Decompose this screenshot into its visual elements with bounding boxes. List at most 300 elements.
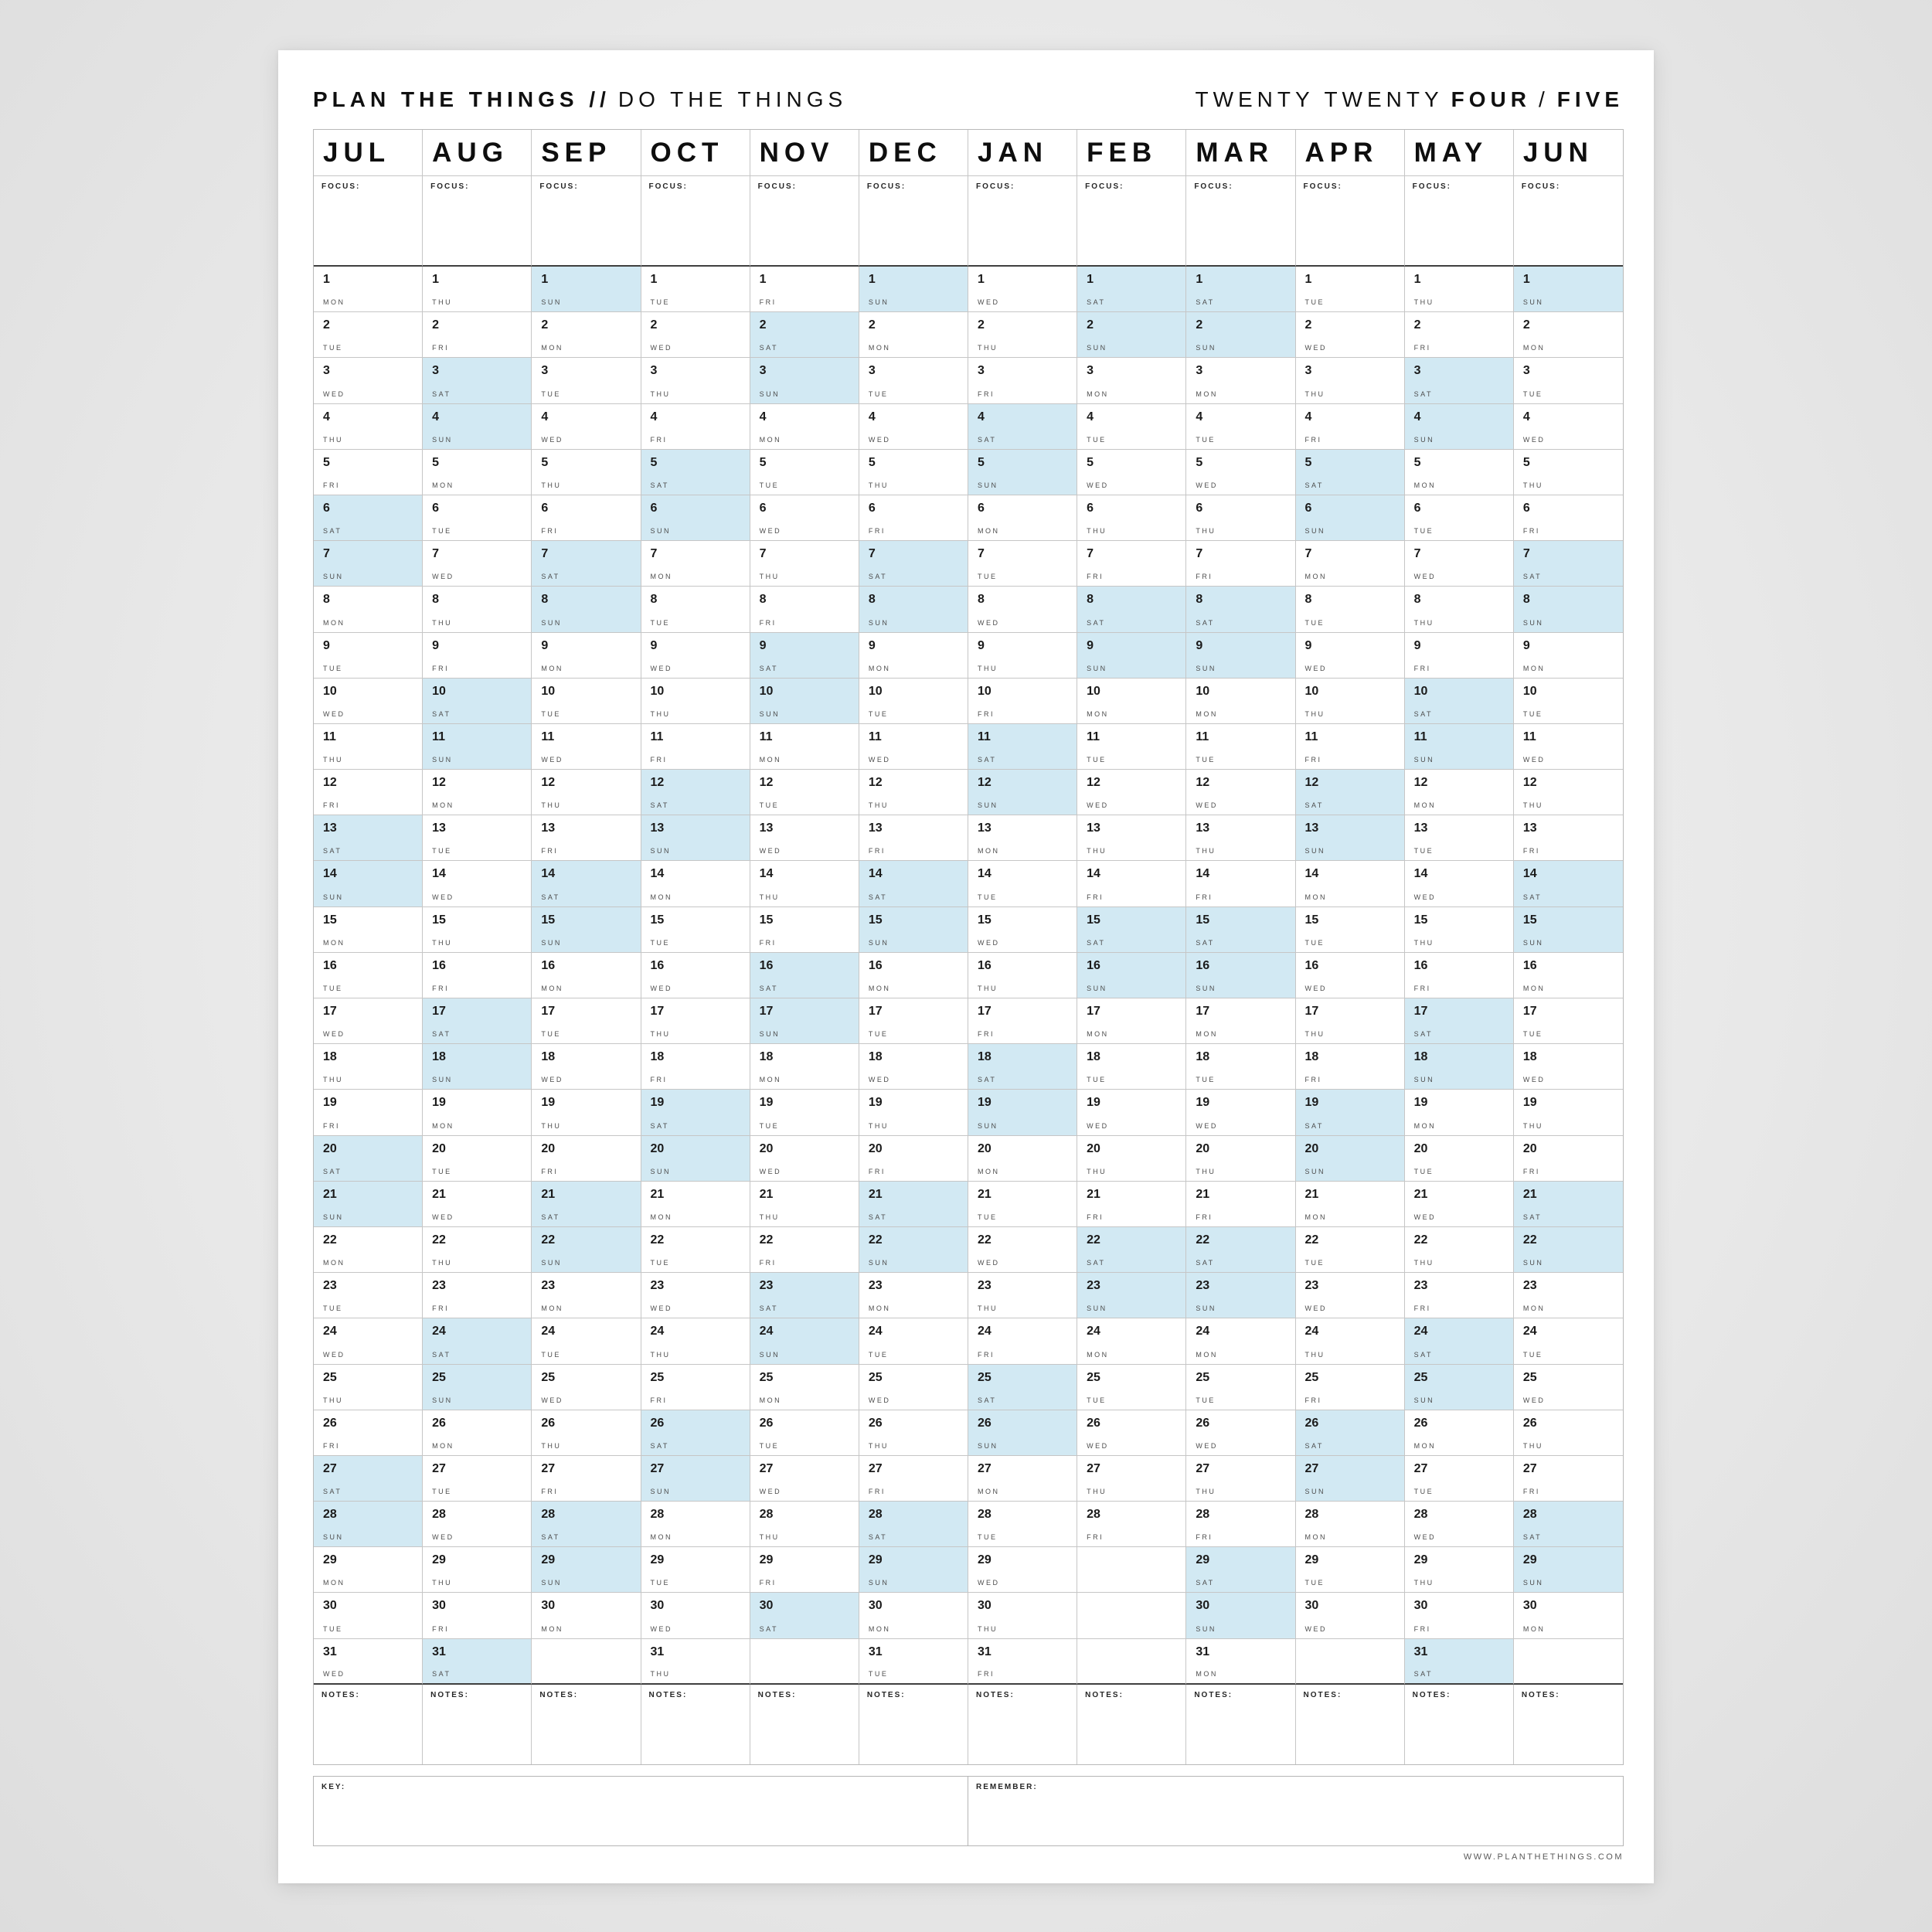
month-name: FEB: [1087, 138, 1158, 168]
weekday-label: TUE: [978, 893, 998, 901]
day-cell: [1296, 1410, 1405, 1456]
day-cell: [1186, 1273, 1295, 1318]
day-cell: [1296, 633, 1405, 679]
day-number: 26: [1522, 1416, 1537, 1430]
day-number: 14: [978, 867, 992, 881]
day-cell: [968, 953, 1077, 998]
day-cell: [1077, 633, 1186, 679]
day-number: 14: [541, 867, 556, 881]
day-number: 1: [978, 273, 985, 286]
day-cell: [532, 1090, 641, 1135]
weekday-label: SAT: [432, 709, 451, 718]
day-number: 9: [650, 638, 658, 652]
day-number: 5: [978, 455, 985, 469]
day-cell: [859, 1044, 968, 1090]
day-number: 6: [978, 501, 985, 515]
day-number: 14: [432, 867, 446, 881]
weekday-label: THU: [432, 1579, 453, 1587]
weekday-label: WED: [1522, 756, 1546, 764]
weekday-label: THU: [1522, 1121, 1543, 1130]
day-number: 25: [1304, 1370, 1319, 1384]
day-cell: [968, 495, 1077, 541]
weekday-label: MON: [541, 664, 563, 672]
day-number: 30: [868, 1599, 883, 1613]
day-number: 16: [432, 958, 446, 972]
day-number: 26: [1196, 1416, 1210, 1430]
day-number: 5: [868, 455, 876, 469]
day-number: 17: [1413, 1005, 1428, 1018]
day-number: 23: [1087, 1279, 1100, 1293]
day-cell: [1186, 1365, 1295, 1410]
day-cell: [532, 679, 641, 724]
day-cell: [1405, 1273, 1514, 1318]
weekday-label: FRI: [1087, 573, 1104, 581]
weekday-label: THU: [541, 1121, 562, 1130]
day-cell: [532, 495, 641, 541]
day-number: 16: [541, 958, 556, 972]
focus-label: FOCUS:: [866, 182, 906, 191]
weekday-label: THU: [1304, 709, 1325, 718]
day-number: 31: [868, 1645, 883, 1658]
day-number: 13: [1196, 821, 1210, 835]
day-number: 16: [868, 958, 883, 972]
day-cell: [423, 724, 532, 770]
weekday-label: WED: [1304, 1304, 1327, 1313]
day-number: 23: [1196, 1279, 1210, 1293]
day-number: 23: [759, 1279, 774, 1293]
day-cell: [1296, 770, 1405, 815]
day-cell: [1077, 815, 1186, 861]
day-cell: [641, 312, 750, 358]
day-number: 30: [1196, 1599, 1210, 1613]
day-number: 4: [1196, 410, 1203, 423]
day-cell: [968, 861, 1077, 906]
weekday-label: SUN: [868, 938, 889, 947]
weekday-label: SAT: [1413, 1350, 1433, 1359]
day-number: 27: [323, 1461, 337, 1475]
day-number: 5: [1196, 455, 1203, 469]
empty-day-cell: [1077, 1593, 1186, 1638]
day-number: 13: [978, 821, 992, 835]
weekday-label: SAT: [868, 1533, 888, 1542]
day-cell: [859, 404, 968, 450]
day-number: 20: [1087, 1141, 1100, 1155]
day-number: 7: [1304, 547, 1312, 561]
day-number: 12: [1522, 776, 1537, 790]
day-cell: [968, 1365, 1077, 1410]
day-number: 1: [323, 273, 330, 286]
year-separator: /: [1538, 87, 1549, 111]
day-cell: [968, 312, 1077, 358]
day-number: 7: [1196, 547, 1203, 561]
month-name: APR: [1304, 138, 1379, 168]
day-cell: [314, 587, 423, 632]
month-header-cell: [1514, 130, 1623, 176]
day-number: 18: [1304, 1050, 1319, 1064]
weekday-label: THU: [650, 389, 671, 398]
weekday-label: THU: [1413, 618, 1434, 627]
weekday-label: SAT: [650, 481, 669, 489]
day-cell: [1186, 587, 1295, 632]
weekday-label: THU: [1413, 938, 1434, 947]
weekday-label: MON: [1522, 1624, 1546, 1633]
weekday-label: WED: [759, 847, 782, 855]
weekday-label: FRI: [650, 756, 668, 764]
day-cell: [750, 495, 859, 541]
day-number: 29: [323, 1553, 337, 1567]
day-number: 13: [868, 821, 883, 835]
weekday-label: WED: [541, 1396, 563, 1404]
day-number: 14: [323, 867, 337, 881]
day-number: 24: [1413, 1325, 1428, 1338]
month-header-cell: [1077, 130, 1186, 176]
day-number: 18: [1087, 1050, 1100, 1064]
focus-cell: [423, 176, 532, 267]
day-number: 2: [1413, 318, 1421, 332]
day-cell: [1077, 1365, 1186, 1410]
weekday-label: MON: [323, 938, 345, 947]
day-number: 21: [1522, 1187, 1537, 1201]
weekday-label: MON: [868, 664, 891, 672]
weekday-label: WED: [1413, 893, 1437, 901]
weekday-label: FRI: [1522, 1167, 1540, 1175]
day-cell: [859, 861, 968, 906]
day-number: 30: [978, 1599, 992, 1613]
day-number: 3: [323, 364, 330, 378]
day-number: 21: [1304, 1187, 1319, 1201]
day-cell: [641, 587, 750, 632]
day-cell: [1514, 1136, 1623, 1182]
day-cell: [314, 1318, 423, 1364]
day-cell: [1077, 358, 1186, 403]
day-cell: [859, 998, 968, 1044]
weekday-label: WED: [978, 1259, 1000, 1267]
day-cell: [1514, 1456, 1623, 1502]
day-cell: [968, 1182, 1077, 1227]
weekday-label: SAT: [1413, 1030, 1433, 1039]
day-cell: [1296, 1547, 1405, 1593]
weekday-label: TUE: [1413, 847, 1434, 855]
day-number: 23: [978, 1279, 992, 1293]
day-cell: [750, 1318, 859, 1364]
day-cell: [423, 1547, 532, 1593]
day-cell: [1514, 724, 1623, 770]
weekday-label: SAT: [1196, 298, 1215, 307]
day-cell: [1296, 1502, 1405, 1547]
weekday-label: MON: [1087, 1030, 1109, 1039]
day-cell: [859, 679, 968, 724]
day-number: 23: [1522, 1279, 1537, 1293]
day-cell: [968, 404, 1077, 450]
weekday-label: SUN: [868, 298, 889, 307]
day-number: 30: [323, 1599, 337, 1613]
day-number: 14: [1304, 867, 1319, 881]
day-cell: [1405, 1547, 1514, 1593]
weekday-label: TUE: [432, 847, 452, 855]
weekday-label: THU: [323, 435, 343, 444]
day-number: 26: [432, 1416, 446, 1430]
day-cell: [1405, 587, 1514, 632]
day-number: 28: [1304, 1508, 1319, 1522]
day-cell: [1186, 541, 1295, 587]
weekday-label: THU: [1087, 527, 1107, 536]
day-cell: [1077, 312, 1186, 358]
day-number: 14: [1413, 867, 1428, 881]
day-cell: [750, 358, 859, 403]
day-number: 13: [1413, 821, 1428, 835]
day-number: 1: [1196, 273, 1203, 286]
day-cell: [641, 1318, 750, 1364]
day-cell: [1186, 495, 1295, 541]
day-cell: [1186, 1593, 1295, 1638]
day-number: 12: [1087, 776, 1100, 790]
day-number: 19: [1522, 1096, 1537, 1110]
day-cell: [1296, 1593, 1405, 1638]
day-number: 24: [432, 1325, 446, 1338]
day-number: 1: [432, 273, 440, 286]
weekday-label: TUE: [868, 1350, 889, 1359]
day-number: 24: [978, 1325, 992, 1338]
weekday-label: SUN: [1196, 1624, 1216, 1633]
weekday-label: SUN: [323, 1213, 344, 1221]
day-cell: [641, 1410, 750, 1456]
day-number: 10: [868, 684, 883, 698]
weekday-label: WED: [432, 1533, 454, 1542]
day-number: 2: [978, 318, 985, 332]
day-cell: [750, 907, 859, 953]
weekday-label: MON: [978, 847, 1000, 855]
weekday-label: THU: [1304, 1350, 1325, 1359]
day-cell: [1405, 953, 1514, 998]
day-number: 24: [868, 1325, 883, 1338]
day-cell: [641, 1273, 750, 1318]
month-name: MAR: [1196, 138, 1274, 168]
title-light-segment: DO THE THINGS: [617, 87, 848, 111]
day-number: 30: [759, 1599, 774, 1613]
day-cell: [423, 861, 532, 906]
day-cell: [1296, 495, 1405, 541]
weekday-label: MON: [1196, 709, 1218, 718]
weekday-label: SAT: [1304, 1441, 1324, 1450]
day-cell: [750, 815, 859, 861]
notes-label: NOTES:: [539, 1690, 579, 1699]
weekday-label: THU: [1196, 1167, 1216, 1175]
day-cell: [1077, 1273, 1186, 1318]
weekday-label: SAT: [978, 435, 997, 444]
day-cell: [1186, 1227, 1295, 1273]
day-cell: [1186, 633, 1295, 679]
day-number: 5: [432, 455, 440, 469]
day-cell: [1296, 1090, 1405, 1135]
day-number: 18: [868, 1050, 883, 1064]
weekday-label: SAT: [432, 1350, 451, 1359]
day-cell: [641, 1547, 750, 1593]
day-cell: [750, 1136, 859, 1182]
day-number: 20: [978, 1141, 992, 1155]
day-cell: [423, 1227, 532, 1273]
day-number: 19: [1087, 1096, 1100, 1110]
day-cell: [423, 907, 532, 953]
day-cell: [641, 907, 750, 953]
weekday-label: SAT: [1304, 801, 1324, 810]
day-cell: [1077, 541, 1186, 587]
day-number: 25: [868, 1370, 883, 1384]
day-number: 29: [1522, 1553, 1537, 1567]
day-number: 11: [978, 730, 991, 743]
day-number: 25: [1413, 1370, 1428, 1384]
notes-cell: [532, 1685, 641, 1764]
empty-day-cell: [1514, 1639, 1623, 1685]
focus-cell: [1405, 176, 1514, 267]
day-cell: [1514, 953, 1623, 998]
day-number: 22: [1413, 1233, 1428, 1247]
weekday-label: TUE: [759, 481, 780, 489]
day-number: 12: [868, 776, 883, 790]
weekday-label: SAT: [759, 664, 778, 672]
day-number: 14: [868, 867, 883, 881]
weekday-label: FRI: [759, 618, 777, 627]
day-number: 11: [759, 730, 773, 743]
day-cell: [1405, 633, 1514, 679]
weekday-label: WED: [1196, 481, 1218, 489]
day-cell: [1405, 1136, 1514, 1182]
day-number: 6: [868, 501, 876, 515]
day-cell: [750, 267, 859, 312]
day-cell: [859, 495, 968, 541]
day-cell: [1077, 1136, 1186, 1182]
weekday-label: FRI: [1413, 344, 1431, 352]
day-number: 29: [650, 1553, 665, 1567]
weekday-label: MON: [1413, 1441, 1437, 1450]
day-number: 24: [1196, 1325, 1210, 1338]
weekday-label: MON: [1413, 1121, 1437, 1130]
notes-cell: [641, 1685, 750, 1764]
weekday-label: WED: [323, 709, 345, 718]
day-cell: [1296, 1273, 1405, 1318]
notes-label: NOTES:: [1521, 1690, 1560, 1699]
weekday-label: MON: [978, 1488, 1000, 1496]
weekday-label: MON: [1196, 389, 1218, 398]
weekday-label: WED: [650, 1624, 672, 1633]
day-number: 15: [1087, 913, 1100, 927]
day-number: 2: [1304, 318, 1312, 332]
day-cell: [1077, 450, 1186, 495]
weekday-label: SUN: [650, 1167, 672, 1175]
weekday-label: TUE: [323, 344, 343, 352]
title-bold-segment: PLAN THE THINGS //: [313, 87, 611, 111]
poster-year: [1195, 87, 1624, 112]
month-name: JUL: [323, 138, 391, 168]
day-number: 30: [432, 1599, 446, 1613]
day-cell: [1186, 358, 1295, 403]
empty-day-cell: [1077, 1639, 1186, 1685]
weekday-label: SUN: [1304, 527, 1326, 536]
weekday-label: THU: [541, 801, 562, 810]
day-number: 28: [759, 1508, 774, 1522]
day-cell: [532, 953, 641, 998]
weekday-label: SAT: [432, 389, 451, 398]
day-number: 2: [868, 318, 876, 332]
day-number: 2: [432, 318, 440, 332]
weekday-label: TUE: [978, 1213, 998, 1221]
day-number: 12: [323, 776, 337, 790]
weekday-label: SUN: [323, 893, 344, 901]
weekday-label: FRI: [432, 344, 450, 352]
weekday-label: MON: [432, 801, 454, 810]
day-number: 14: [1196, 867, 1210, 881]
day-number: 5: [650, 455, 658, 469]
day-number: 10: [759, 684, 774, 698]
day-number: 25: [1196, 1370, 1210, 1384]
day-cell: [532, 861, 641, 906]
weekday-label: SAT: [1087, 1259, 1106, 1267]
notes-label: NOTES:: [976, 1690, 1015, 1699]
day-cell: [1296, 815, 1405, 861]
day-cell: [750, 1410, 859, 1456]
day-cell: [641, 1593, 750, 1638]
day-number: 6: [650, 501, 658, 515]
weekday-label: THU: [432, 1259, 453, 1267]
day-number: 5: [323, 455, 330, 469]
day-number: 18: [1413, 1050, 1428, 1064]
day-number: 20: [1522, 1141, 1537, 1155]
weekday-label: TUE: [1304, 938, 1325, 947]
weekday-label: TUE: [1522, 709, 1543, 718]
day-number: 17: [323, 1005, 337, 1018]
day-cell: [641, 1136, 750, 1182]
weekday-label: TUE: [1304, 618, 1325, 627]
day-number: 7: [650, 547, 658, 561]
focus-label: FOCUS:: [648, 182, 688, 191]
weekday-label: WED: [1304, 1624, 1327, 1633]
day-number: 1: [650, 273, 658, 286]
notes-label: NOTES:: [1303, 1690, 1342, 1699]
weekday-label: TUE: [868, 389, 889, 398]
day-number: 14: [650, 867, 665, 881]
day-cell: [423, 1273, 532, 1318]
weekday-label: WED: [759, 527, 782, 536]
weekday-label: SAT: [650, 1441, 669, 1450]
day-number: 23: [868, 1279, 883, 1293]
day-cell: [314, 1410, 423, 1456]
day-number: 27: [1413, 1461, 1428, 1475]
focus-label: FOCUS:: [757, 182, 797, 191]
weekday-label: SAT: [868, 573, 888, 581]
day-number: 26: [868, 1416, 883, 1430]
weekday-label: TUE: [432, 1167, 452, 1175]
day-number: 8: [868, 593, 876, 607]
weekday-label: THU: [1522, 1441, 1543, 1450]
day-cell: [1405, 1456, 1514, 1502]
day-cell: [750, 998, 859, 1044]
day-number: 19: [323, 1096, 337, 1110]
day-number: 15: [1522, 913, 1537, 927]
day-cell: [750, 861, 859, 906]
weekday-label: TUE: [1522, 389, 1543, 398]
weekday-label: TUE: [1196, 435, 1216, 444]
weekday-label: FRI: [323, 1441, 340, 1450]
day-cell: [1405, 724, 1514, 770]
day-cell: [532, 998, 641, 1044]
weekday-label: SUN: [541, 938, 562, 947]
day-cell: [859, 1273, 968, 1318]
notes-label: NOTES:: [321, 1690, 360, 1699]
day-cell: [1296, 1182, 1405, 1227]
day-number: 30: [1522, 1599, 1537, 1613]
focus-label: FOCUS:: [539, 182, 579, 191]
day-cell: [423, 1502, 532, 1547]
notes-label: NOTES:: [866, 1690, 906, 1699]
